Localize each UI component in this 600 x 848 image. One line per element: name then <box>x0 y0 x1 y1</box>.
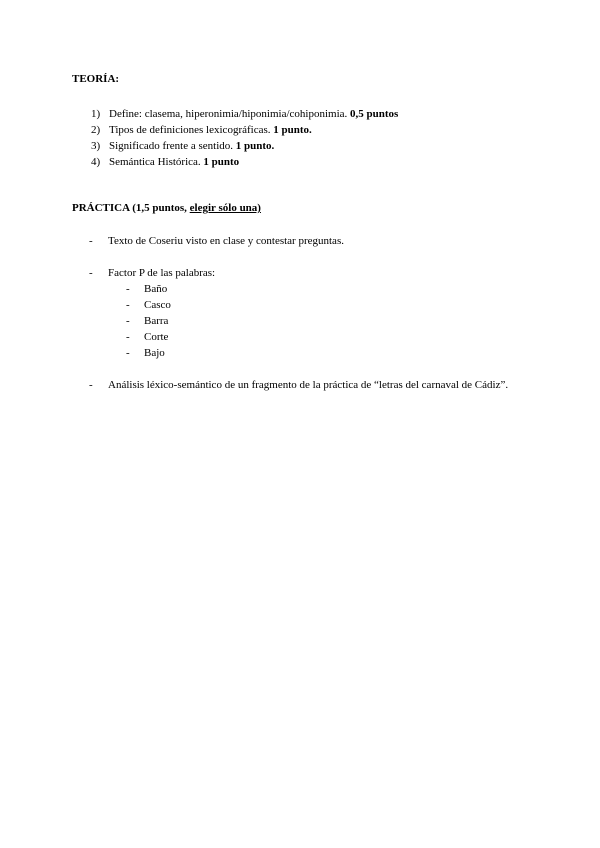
list-item <box>91 138 398 154</box>
item-text: Factor P de las palabras: <box>108 267 216 279</box>
item-text: Semántica Histórica. <box>109 156 204 168</box>
list-item <box>91 154 398 170</box>
item-text: Texto de Coseriu visto en clase y contestar preguntas. <box>108 235 344 247</box>
word: Bajo <box>144 347 165 359</box>
item-number: 1) <box>91 108 101 120</box>
dash-bullet: - <box>126 347 130 359</box>
dash-bullet: - <box>89 379 93 391</box>
practica-heading-underlined: elegir sólo una) <box>189 202 261 214</box>
teoria-list <box>91 106 398 170</box>
list-item <box>126 281 171 297</box>
item-number: 2) <box>91 124 101 136</box>
dash-bullet: - <box>89 267 93 279</box>
word: Casco <box>144 299 171 311</box>
item-points: 1 punto <box>203 156 240 168</box>
word: Barra <box>144 315 169 327</box>
dash-bullet: - <box>126 315 130 327</box>
dash-bullet: - <box>126 283 130 295</box>
dash-bullet: - <box>89 235 93 247</box>
word: Baño <box>144 283 168 295</box>
item-text: Define: clasema, hiperonimia/hiponimia/cohiponimia. <box>109 108 351 120</box>
item-points: 1 punto. <box>273 124 312 136</box>
item-text: Significado frente a sentido. <box>109 140 236 152</box>
practica-heading <box>72 202 261 214</box>
item-number: 4) <box>91 156 101 168</box>
word: Corte <box>144 331 169 343</box>
factor-p-word-list <box>126 281 171 361</box>
list-item <box>126 345 171 361</box>
teoria-heading: TEORÍA: <box>72 73 120 85</box>
practica-item-factor-p <box>89 265 529 281</box>
item-points: 0,5 puntos <box>350 108 399 120</box>
dash-bullet: - <box>126 331 130 343</box>
list-item <box>126 297 171 313</box>
list-item <box>91 122 398 138</box>
item-text: Análisis léxico-semántico de un fragmento de la práctica de “letras del carnaval de Cádiz”. <box>108 379 509 391</box>
practica-item-analisis <box>89 377 529 393</box>
list-item <box>126 329 171 345</box>
item-points: 1 punto. <box>235 140 275 152</box>
practica-item-coseriu <box>89 233 529 249</box>
dash-bullet: - <box>126 299 130 311</box>
item-text: Tipos de definiciones lexicográficas. <box>109 124 274 136</box>
practica-heading-main: PRÁCTICA (1,5 puntos, <box>72 202 190 214</box>
list-item <box>126 313 171 329</box>
list-item <box>91 106 398 122</box>
item-number: 3) <box>91 140 101 152</box>
